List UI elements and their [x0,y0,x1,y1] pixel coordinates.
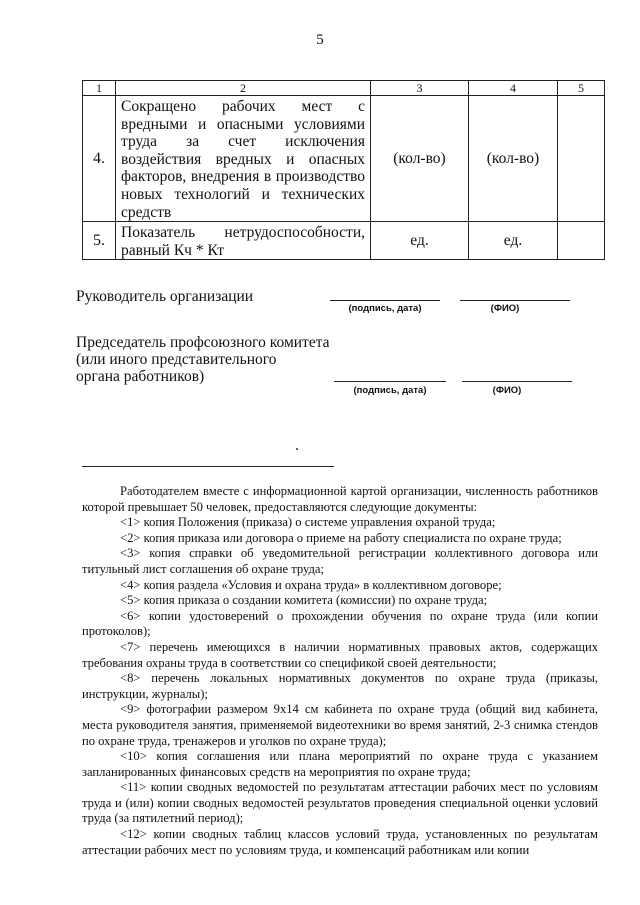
head-sign-caption: (подпись, дата) [348,303,422,314]
table-row [83,96,605,222]
row-col3-value: (кол-во) [371,96,469,222]
union-label-line3: органа работников) [76,368,205,385]
footnote-item: <8> перечень локальных нормативных документов по охране труда (приказы, инструкции, журналы); [82,671,598,701]
footnote-item: <11> копии сводных ведомостей по результатам аттестации рабочих мест по условиям труда и (или) копии сводных ведомостей результатов проведения специальной оценки условий труда (за пятилетний период); [82,780,598,826]
union-name-caption: (ФИО) [492,385,522,396]
footnote-item: <4> копия раздела «Условия и охрана труда» в коллективном договоре; [120,577,502,592]
footnote-separator [82,466,334,467]
row-col4-value: (кол-во) [469,96,558,222]
header-cell: 1 [83,81,116,96]
footnote-item: <2> копия приказа или договора о приеме на работу специалиста по охране труда; [120,530,562,545]
union-sign-line [334,381,446,382]
row-description: Показатель нетрудоспособности, равный Кч * Кт [116,222,371,260]
header-cell: 4 [469,81,558,96]
footnote-item: <1> копия Положения (приказа) о системе управления охраной труда; [120,515,496,530]
footnote-item: <5> копия приказа о создании комитета (комиссии) по охране труда; [120,593,488,608]
union-label-line2: (или иного представительного [76,351,277,368]
head-sign-line [330,300,440,301]
table-row [83,222,605,260]
row-col3-value: ед. [371,222,469,260]
row-col5-value [558,96,605,222]
footnote-item: <3> копия справки об уведомительной регистрации коллективного договора или титульный лист соглашения об охране труда; [82,546,598,576]
footnote-item: <12> копии сводных таблиц классов условий труда, установленных по результатам аттестации рабочих мест по условиям труда, и компенсаций работникам или копии [82,827,598,857]
footnote-item: <7> перечень имеющихся в наличии нормативных правовых актов, содержащих требования охраны труда в соответствии со спецификой своей деятельности; [82,639,598,670]
indicators-table [82,80,605,260]
page-number: 5 [316,32,324,48]
row-col4-value: ед. [469,222,558,260]
footnote-intro: Работодателем вместе с информационной картой организации, численность работников которой превышает 50 человек, предоставляются следующие документы: [82,484,598,514]
row-col5-value [558,222,605,260]
footnote-item: <10> копия соглашения или плана мероприятий по охране труда с указанием запланированных финансовых средств на мероприятия по охране труда; [82,749,598,779]
union-label-line1: Председатель профсоюзного комитета [76,334,330,351]
footnote-item: <9> фотографии размером 9х14 см кабинета по охране труда (общий вид кабинета, места руководителя занятия, применяемой видеотехники во время занятий, 2-3 снимка стендов по охране труда, тренажеров и уголков по охране труда); [82,702,598,748]
row-number: 5. [83,222,116,260]
header-cell: 3 [371,81,469,96]
head-name-line [460,300,570,301]
header-cell: 5 [558,81,605,96]
row-description: Сокращено рабочих мест с вредными и опасными условиями труда за счет исключения воздействия вредных и опасных факторов, внедрения в производство новых технологий и технических средств [116,96,371,222]
footnote-item: <6> копии удостоверений о прохождении обучения по охране труда (или копии протоколов); [82,608,598,639]
header-cell: 2 [116,81,371,96]
table-header-row [83,81,605,96]
row-number: 4. [83,96,116,222]
stray-dot [296,448,298,450]
head-signature-label: Руководитель организации [76,288,254,305]
union-sign-caption: (подпись, дата) [353,385,427,396]
head-name-caption: (ФИО) [490,303,520,314]
footnotes [82,484,598,858]
union-name-line [462,381,572,382]
